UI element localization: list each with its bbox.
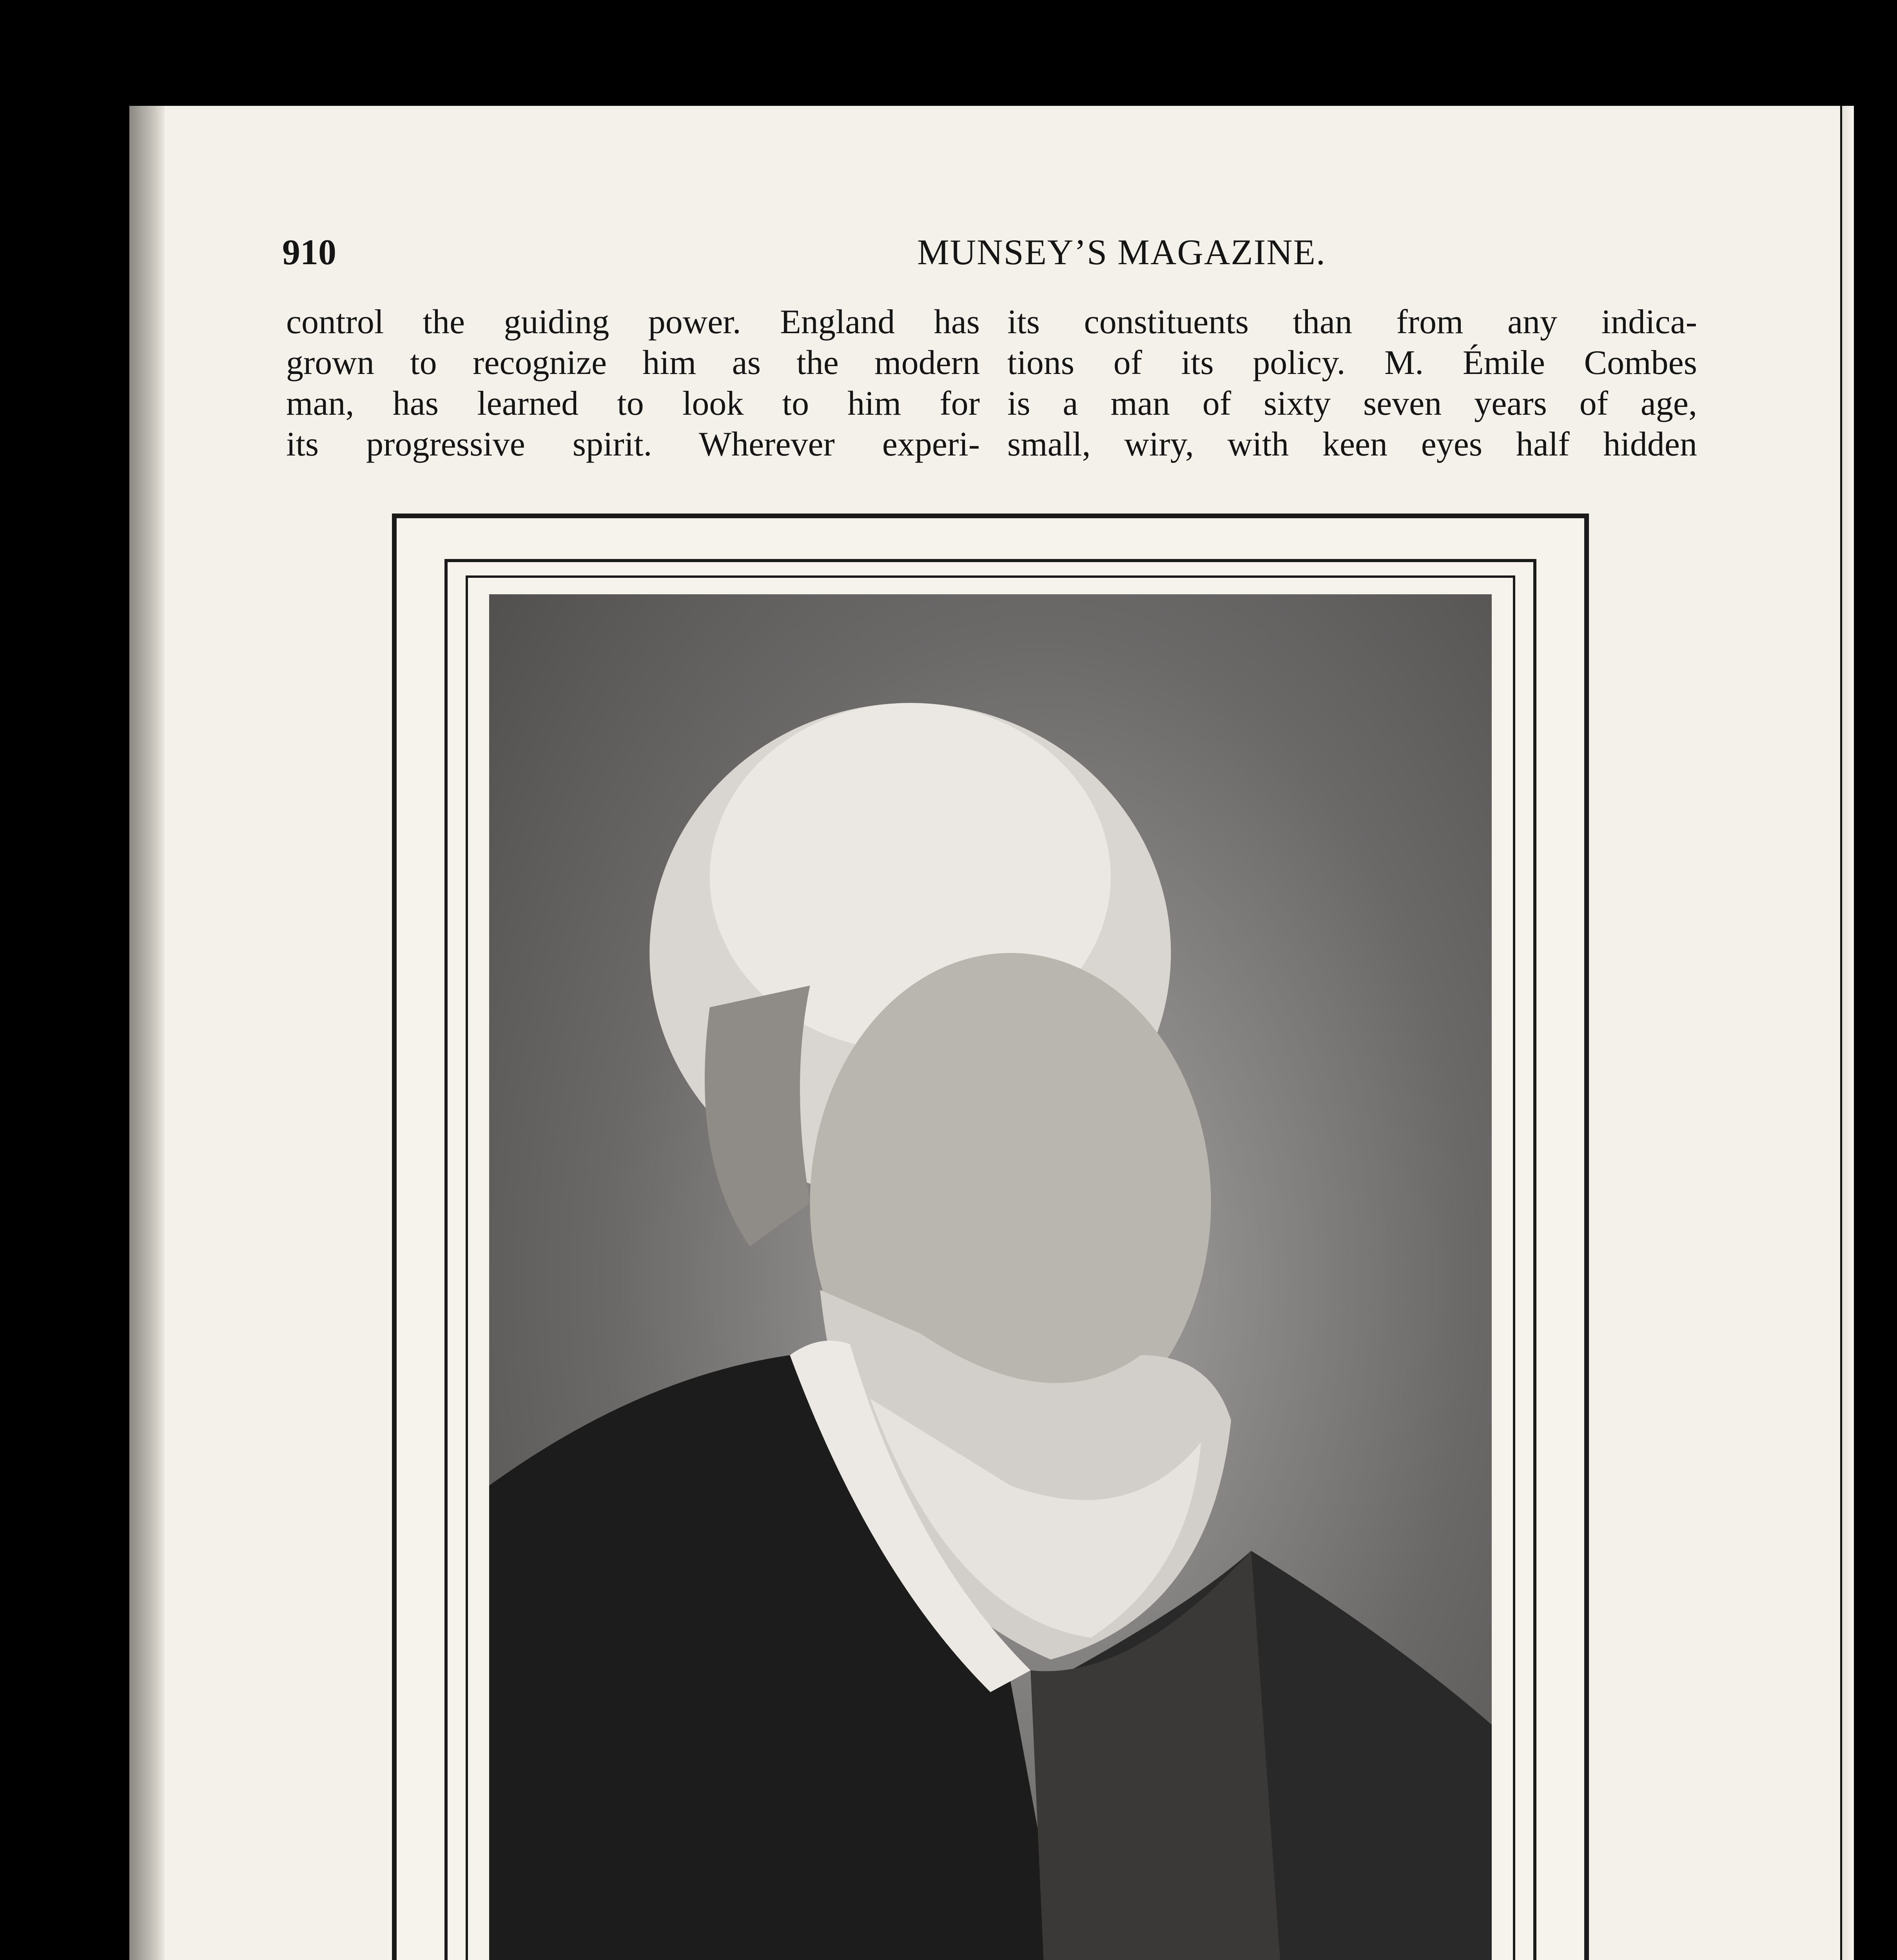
portrait-frame-rule <box>444 559 1536 1960</box>
portrait-frame-inner-rule <box>466 575 1515 1960</box>
text-line: small, wiry, with keen eyes half hidden <box>1007 425 1697 463</box>
facing-page-edge <box>1842 106 1854 1960</box>
portrait-frame <box>392 514 1589 1960</box>
portrait-photo <box>489 594 1492 1960</box>
text-line: grown to recognize him as the modern <box>286 344 980 382</box>
page-number: 910 <box>282 232 336 272</box>
magazine-page <box>129 106 1854 1960</box>
page-header <box>282 223 1830 302</box>
portrait-illustration <box>489 594 1492 1960</box>
text-line: control the guiding power. England has <box>286 303 980 341</box>
text-line: its constituents than from any indica- <box>1007 303 1697 341</box>
text-line: man, has learned to look to him for <box>286 385 980 423</box>
top-right-column <box>1007 302 1697 465</box>
top-left-column <box>286 302 980 465</box>
page-spine-shadow <box>129 106 165 1960</box>
text-line: is a man of sixty seven years of age, <box>1007 385 1697 423</box>
text-line: its progressive spirit. Wherever experi- <box>286 425 980 463</box>
text-line: tions of its policy. M. Émile Combes <box>1007 344 1697 382</box>
running-head: MUNSEY’S MAGAZINE. <box>917 232 1326 272</box>
